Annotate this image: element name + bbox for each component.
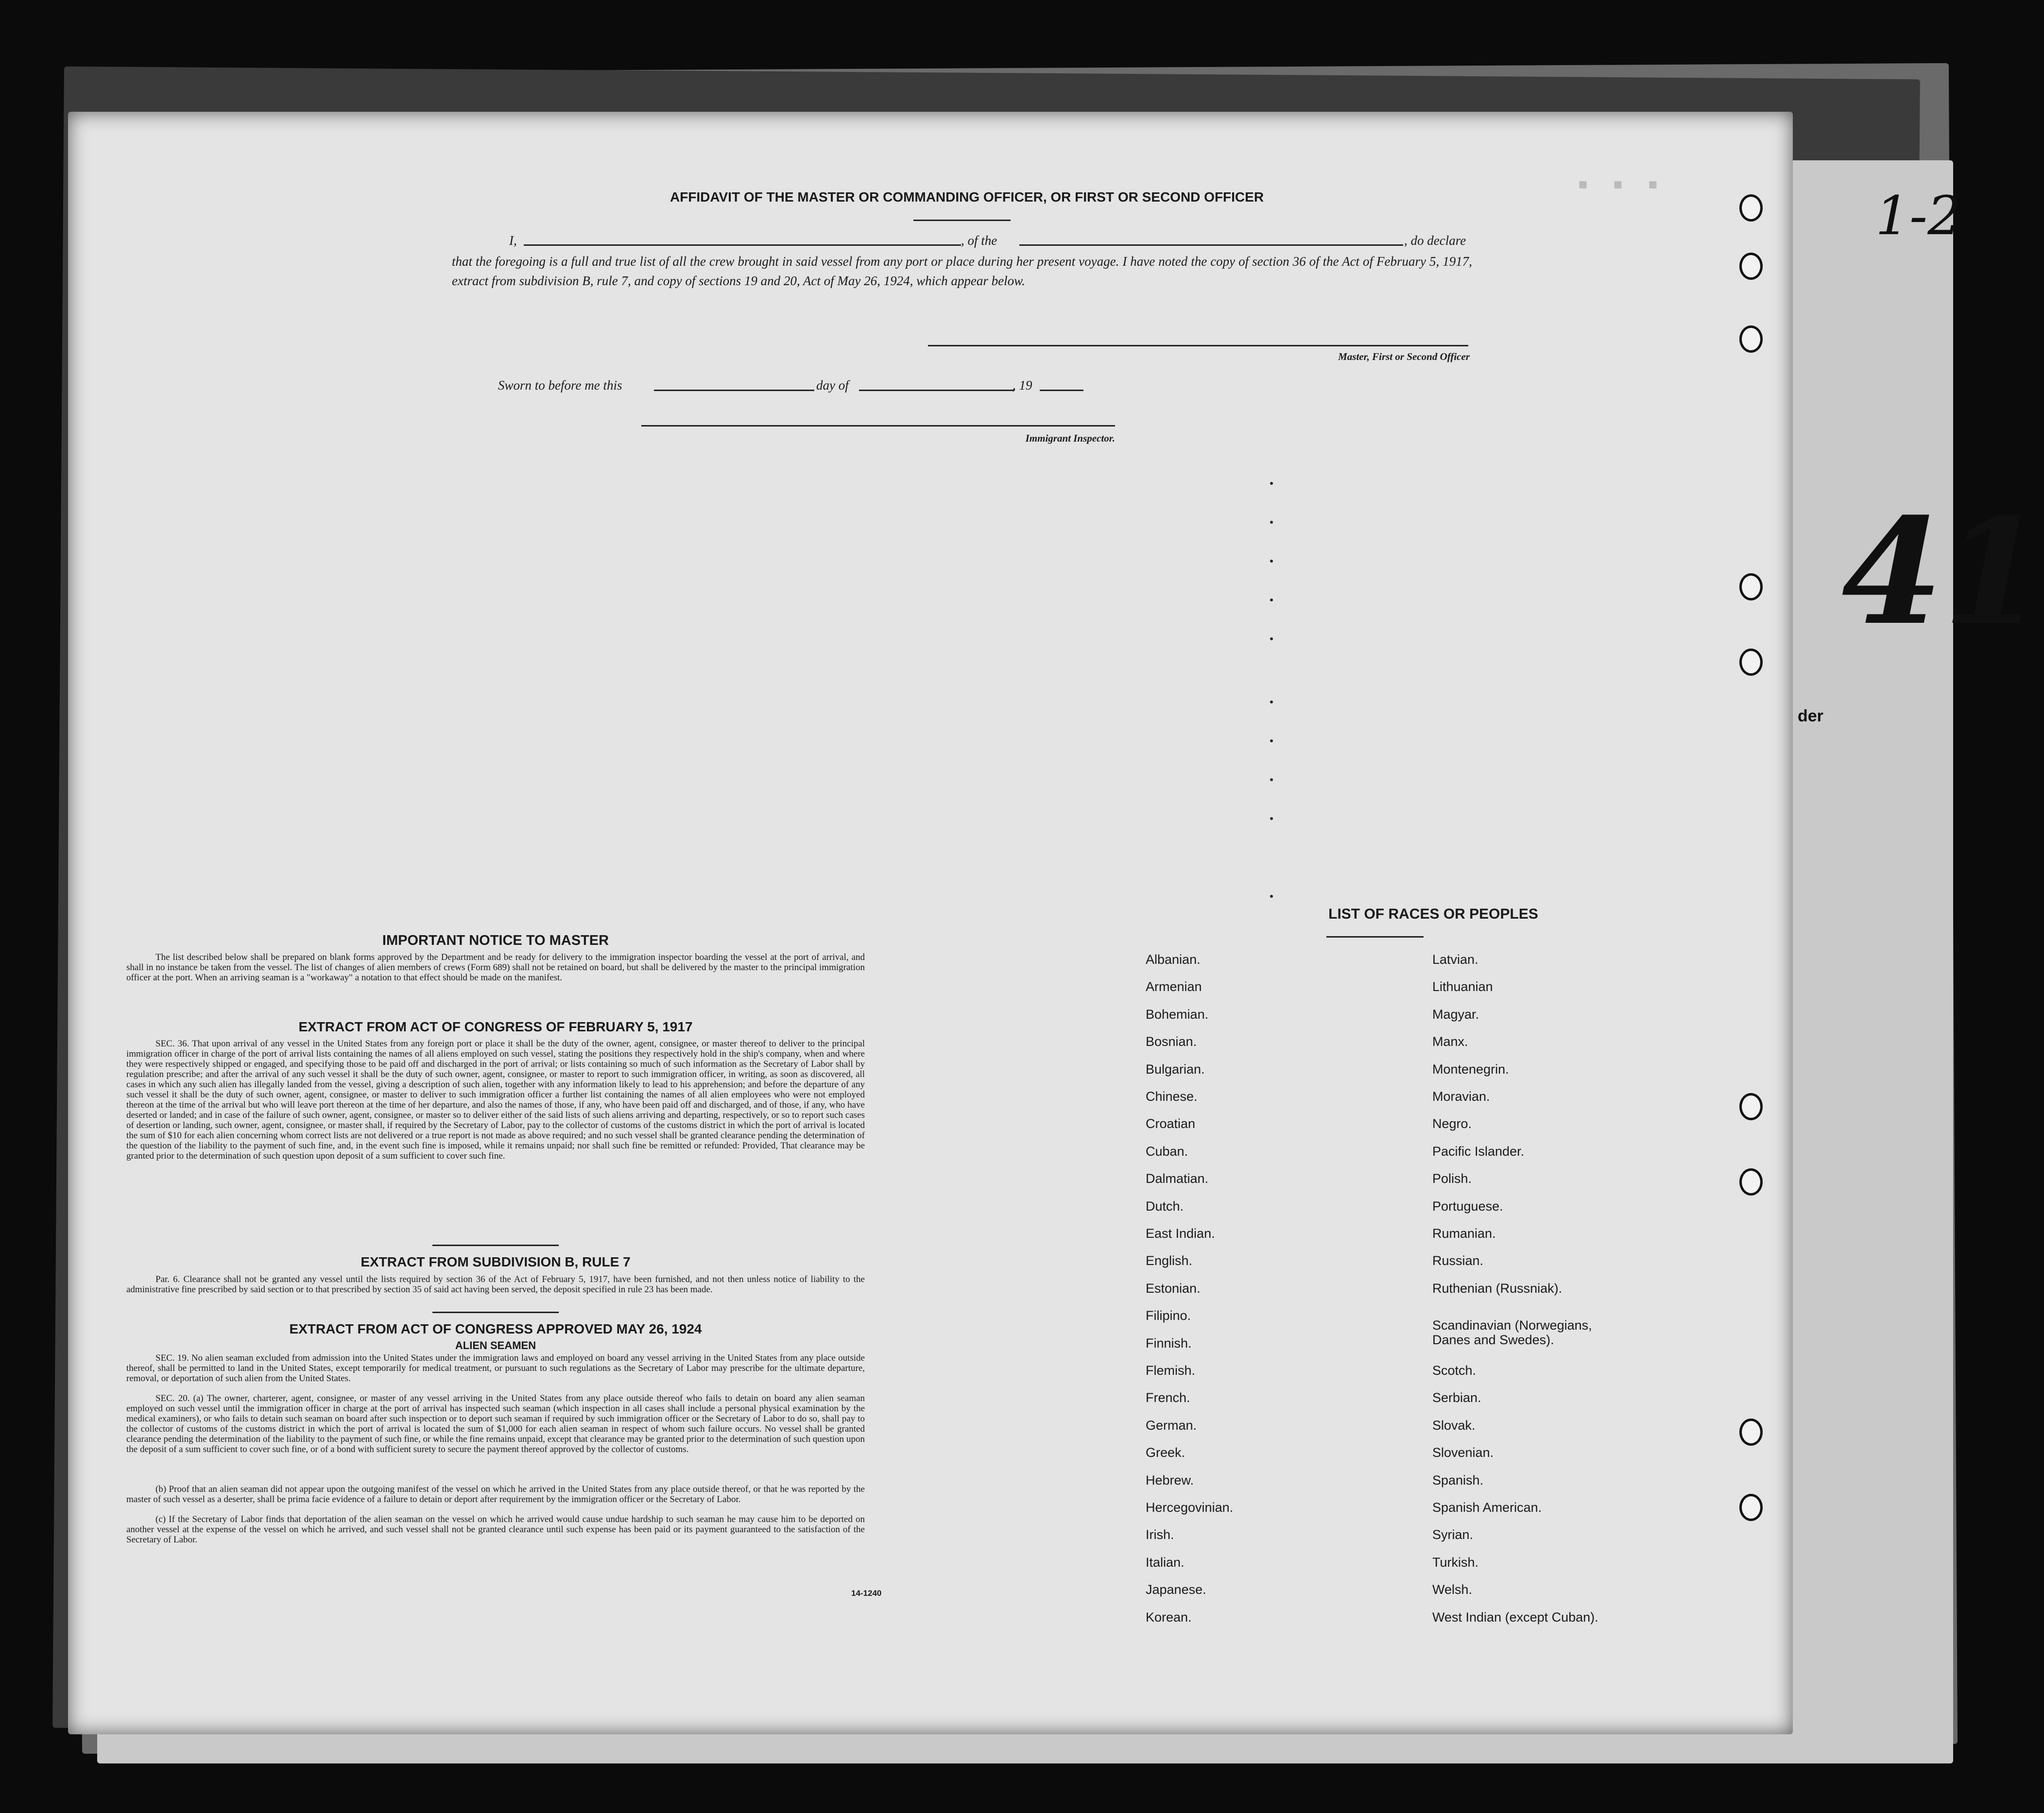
race-item: Negro.: [1432, 1116, 1472, 1131]
speck: [1270, 778, 1273, 781]
race-item: Flemish.: [1146, 1363, 1196, 1378]
affidavit-title: AFFIDAVIT OF THE MASTER OR COMMANDING OFFICER, OR FIRST OR SECOND OFFICER: [670, 189, 1264, 205]
binder-hole: [1739, 1494, 1763, 1521]
binder-hole: [1739, 253, 1763, 280]
vessel-label: , of the: [961, 233, 997, 248]
notice-title: IMPORTANT NOTICE TO MASTER: [382, 933, 609, 948]
race-item: Scotch.: [1432, 1363, 1477, 1378]
races-title-rule: [1326, 936, 1424, 938]
declare-label: , do declare: [1404, 233, 1466, 248]
inspector-signature-field[interactable]: [641, 425, 1115, 427]
sec20b-text: (b) Proof that an alien seaman did not appear upon the outgoing manifest of the vessel on which he arrived in the United States from any place outside thereof, or that he was reported by the master of such vessel as a deserter, shall be prima facie evidence of a failure to detain or deport after requirement by the immigration officer or the Secretary of Labor.: [126, 1484, 865, 1505]
affidavit-page: [68, 112, 1793, 1734]
handwritten-page-mark: 1-2: [1875, 185, 1962, 247]
race-item: Latvian.: [1432, 952, 1478, 967]
extract-1917-title: EXTRACT FROM ACT OF CONGRESS OF FEBRUARY 5, 1917: [298, 1019, 693, 1034]
affidavit-body: that the foregoing is a full and true list of all the crew brought in said vessel from any port or place during her present voyage. I have noted the copy of section 36 of the Act of February 5, 1917, extract from subdivision B, rule 7, and copy of sections 19 and 20, Act of May 26, 1924, which appear below.: [452, 254, 1472, 288]
race-item: Polish.: [1432, 1171, 1472, 1186]
race-item: Japanese.: [1146, 1582, 1206, 1597]
race-item: Montenegrin.: [1432, 1061, 1509, 1077]
extract-1924-title: EXTRACT FROM ACT OF CONGRESS APPROVED MAY 26, 1924: [289, 1321, 702, 1336]
edge-text-fragment: der: [1798, 707, 1823, 725]
race-item: Moravian.: [1432, 1089, 1490, 1104]
binder-hole: [1739, 1168, 1763, 1196]
sec19-text: SEC. 19. No alien seaman excluded from admission into the United States under the immigration laws and employed on board any vessel arriving in the United States from any place outside thereof, shall be permitted to land in the United States, except temporarily for medical treatment, or pursuant to such regulations as the Secretary of Labor may prescribe for the ultimate departure, removal, or deportation of such alien from the United States.: [126, 1353, 865, 1384]
races-title: LIST OF RACES OR PEOPLES: [1328, 906, 1538, 922]
race-item: Albanian.: [1146, 952, 1201, 967]
race-item: Hercegovinian.: [1146, 1500, 1234, 1515]
race-item: Slovenian.: [1432, 1445, 1494, 1460]
master-signature-field[interactable]: [928, 345, 1468, 346]
inspector-label: Immigrant Inspector.: [1025, 432, 1115, 444]
race-item: Lithuanian: [1432, 979, 1493, 994]
sworn-year-field[interactable]: [1040, 390, 1083, 391]
binder-hole: [1739, 194, 1763, 222]
race-item: Russian.: [1432, 1253, 1484, 1268]
race-item: Ruthenian (Russniak).: [1432, 1281, 1563, 1296]
year-label: , 19: [1013, 378, 1032, 393]
race-item: Turkish.: [1432, 1555, 1479, 1570]
binder-hole: [1739, 649, 1763, 676]
race-item: Spanish American.: [1432, 1500, 1542, 1515]
binder-hole: [1739, 1419, 1763, 1446]
binder-hole: [1739, 325, 1763, 353]
section-rule: [432, 1312, 559, 1313]
race-item: East Indian.: [1146, 1226, 1215, 1241]
race-item: Spanish.: [1432, 1472, 1484, 1488]
race-item: Finnish.: [1146, 1335, 1192, 1351]
speck: [1270, 739, 1273, 742]
race-item: Rumanian.: [1432, 1226, 1496, 1241]
race-item: Bohemian.: [1146, 1007, 1209, 1022]
race-item: Croatian: [1146, 1116, 1196, 1131]
race-item: Manx.: [1432, 1034, 1468, 1049]
race-item: Hebrew.: [1146, 1472, 1194, 1488]
binder-hole: [1739, 1093, 1763, 1120]
subdivision-b-title: EXTRACT FROM SUBDIVISION B, RULE 7: [361, 1254, 631, 1269]
speck: [1270, 701, 1273, 703]
race-item: Magyar.: [1432, 1007, 1479, 1022]
subdivision-b-text: Par. 6. Clearance shall not be granted any vessel until the lists required by section 36 of the Act of February 5, 1917, have been furnished, and not then unless notice of liability to the administrative fine prescribed by said section or to that prescribed by section 35 of said act having been served, the deposit specified in rule 23 has been made.: [126, 1274, 865, 1295]
speck: [1270, 637, 1273, 640]
sworn-month-field[interactable]: [859, 390, 1014, 391]
race-item: Greek.: [1146, 1445, 1185, 1460]
speck: [1270, 482, 1273, 485]
sworn-label: Sworn to before me this: [498, 378, 622, 393]
race-item: Armenian: [1146, 979, 1202, 994]
speck: [1270, 521, 1273, 524]
title-rule: [913, 220, 1011, 221]
race-item: French.: [1146, 1390, 1190, 1405]
binder-hole: [1739, 573, 1763, 600]
sec20a-text: SEC. 20. (a) The owner, charterer, agent, consignee, or master of any vessel arriving in the United States from any place outside thereof who fails to detain on board any alien seaman employed on such vessel until the immigration officer in charge at the port of arrival has inspected such seaman (which inspection in all cases shall include a personal physical examination by the medical examiners), or who fails to detain such seaman on board after such inspection or to deport such seaman if required by such immigration officer or the Secretary of Labor to do so, shall pay to the collector of customs of the customs district in which the port of arrival is located the sum of $1,000 for each alien seaman in respect of whom such failure occurs. No vessel shall be granted clearance pending the determination of the liability to the payment of such fine, or while the fine remains unpaid, except that clearance may be granted prior to the determination of such question upon the deposit of a sum sufficient to cover such fine, or of a bond with sufficient surety to secure the payment thereof approved by the collector of customs.: [126, 1393, 865, 1454]
race-item: Cuban.: [1146, 1144, 1188, 1159]
race-item: Portuguese.: [1432, 1198, 1503, 1214]
extract-1917-text: SEC. 36. That upon arrival of any vessel in the United States from any foreign port or place it shall be the duty of the owner, agent, consignee, or master thereof to deliver to the principal immigration officer in charge of the port of arrival lists containing the names of all aliens employed on such vessel, stating the positions they respectively hold in the ship's company, when and where they were respectively shipped or engaged, and specifying those to be paid off and discharged in the port of arrival; or lists containing so much of such information as the Secretary of Labor shall by regulation prescribe; and after the arrival of any such vessel it shall be the duty of such owner, agent, consignee, or master to report to such immigration officer, in writing, as soon as discovered, all cases in which any such alien has illegally landed from the vessel, giving a description of such alien, together with any information likely to lead to his apprehension; and before the departure of any such vessel it shall be the duty of such owner, agent, consignee, or master to deliver to such immigration officer a further list containing the names of all alien employees who were not employed thereon at the time of the arrival but who will leave port thereon at the time of her departure, and also the names of those, if any, who have been paid off and discharged, and of those, if any, who have deserted or landed; and in case of the failure of such owner, agent, consignee, or master so to deliver either of the said lists of such aliens arriving and departing, respectively, or so to report such cases of desertion or landing, such owner, agent, consignee, or master shall, if required by the Secretary of Labor, pay to the collector of customs of the customs district in which the port of arrival is located the sum of $10 for each alien concerning whom correct lists are not delivered or a true report is not made as above required; and no such vessel shall be granted clearance pending the determination of the question of the liability to the payment of such fine, and, in the event such fine is imposed, while it remains unpaid; nor shall such fine be remitted or refunded: Provided, That clearance may be granted prior to the determination of such question upon deposit of a sum sufficient to cover such fine.: [126, 1039, 865, 1161]
race-item: Estonian.: [1146, 1281, 1201, 1296]
declarant-name-field[interactable]: [524, 244, 961, 246]
race-item: English.: [1146, 1253, 1193, 1268]
alien-seamen-subtitle: ALIEN SEAMEN: [455, 1339, 536, 1351]
race-item: Italian.: [1146, 1555, 1185, 1570]
race-item: Pacific Islander.: [1432, 1144, 1525, 1159]
handwritten-number: 41: [1841, 486, 2044, 657]
race-item: Chinese.: [1146, 1089, 1198, 1104]
race-item: Bosnian.: [1146, 1034, 1197, 1049]
race-item: Scandinavian (Norwegians, Danes and Swedes).: [1432, 1318, 1592, 1348]
declarant-label: I,: [509, 233, 517, 248]
race-item: Filipino.: [1146, 1308, 1191, 1323]
race-item: Korean.: [1146, 1609, 1192, 1625]
race-item: Dutch.: [1146, 1198, 1184, 1214]
sworn-day-field[interactable]: [654, 390, 814, 391]
race-item: Welsh.: [1432, 1582, 1473, 1597]
speck: [1270, 817, 1273, 820]
race-item: Slovak.: [1432, 1418, 1476, 1433]
form-number: 14-1240: [851, 1589, 882, 1598]
race-item: Dalmatian.: [1146, 1171, 1209, 1186]
speck: [1270, 895, 1273, 898]
bleed-through-text: ▪ ▪ ▪: [1574, 170, 1662, 203]
day-of-label: day of: [816, 378, 849, 393]
vessel-name-field[interactable]: [1019, 244, 1403, 246]
race-item: West Indian (except Cuban).: [1432, 1609, 1598, 1625]
notice-text: The list described below shall be prepared on blank forms approved by the Department and be ready for delivery to the immigration inspector boarding the vessel at the port of arrival, and shall in no instance be taken from the vessel. The list of changes of alien members of crews (Form 689) shall not be retained on board, but shall be delivered by the master to the principal immigration officer at the port. When an arriving seaman is a "workaway" a notation to that effect should be made on the manifest.: [126, 952, 865, 983]
race-item: Serbian.: [1432, 1390, 1481, 1405]
race-item: German.: [1146, 1418, 1197, 1433]
sec20c-text: (c) If the Secretary of Labor finds that deportation of the alien seaman on the vessel on which he arrived would cause undue hardship to such seaman he may cause him to be deported on another vessel at the expense of the vessel on which he arrived, and such vessel shall not be granted clearance until such expense has been paid or its payment guaranteed to the satisfaction of the Secretary of Labor.: [126, 1514, 865, 1545]
speck: [1270, 599, 1273, 601]
section-rule: [432, 1245, 559, 1246]
signature-label: Master, First or Second Officer: [1338, 351, 1470, 362]
speck: [1270, 560, 1273, 563]
race-item: Bulgarian.: [1146, 1061, 1205, 1077]
race-item: Syrian.: [1432, 1527, 1474, 1542]
race-item: Irish.: [1146, 1527, 1174, 1542]
